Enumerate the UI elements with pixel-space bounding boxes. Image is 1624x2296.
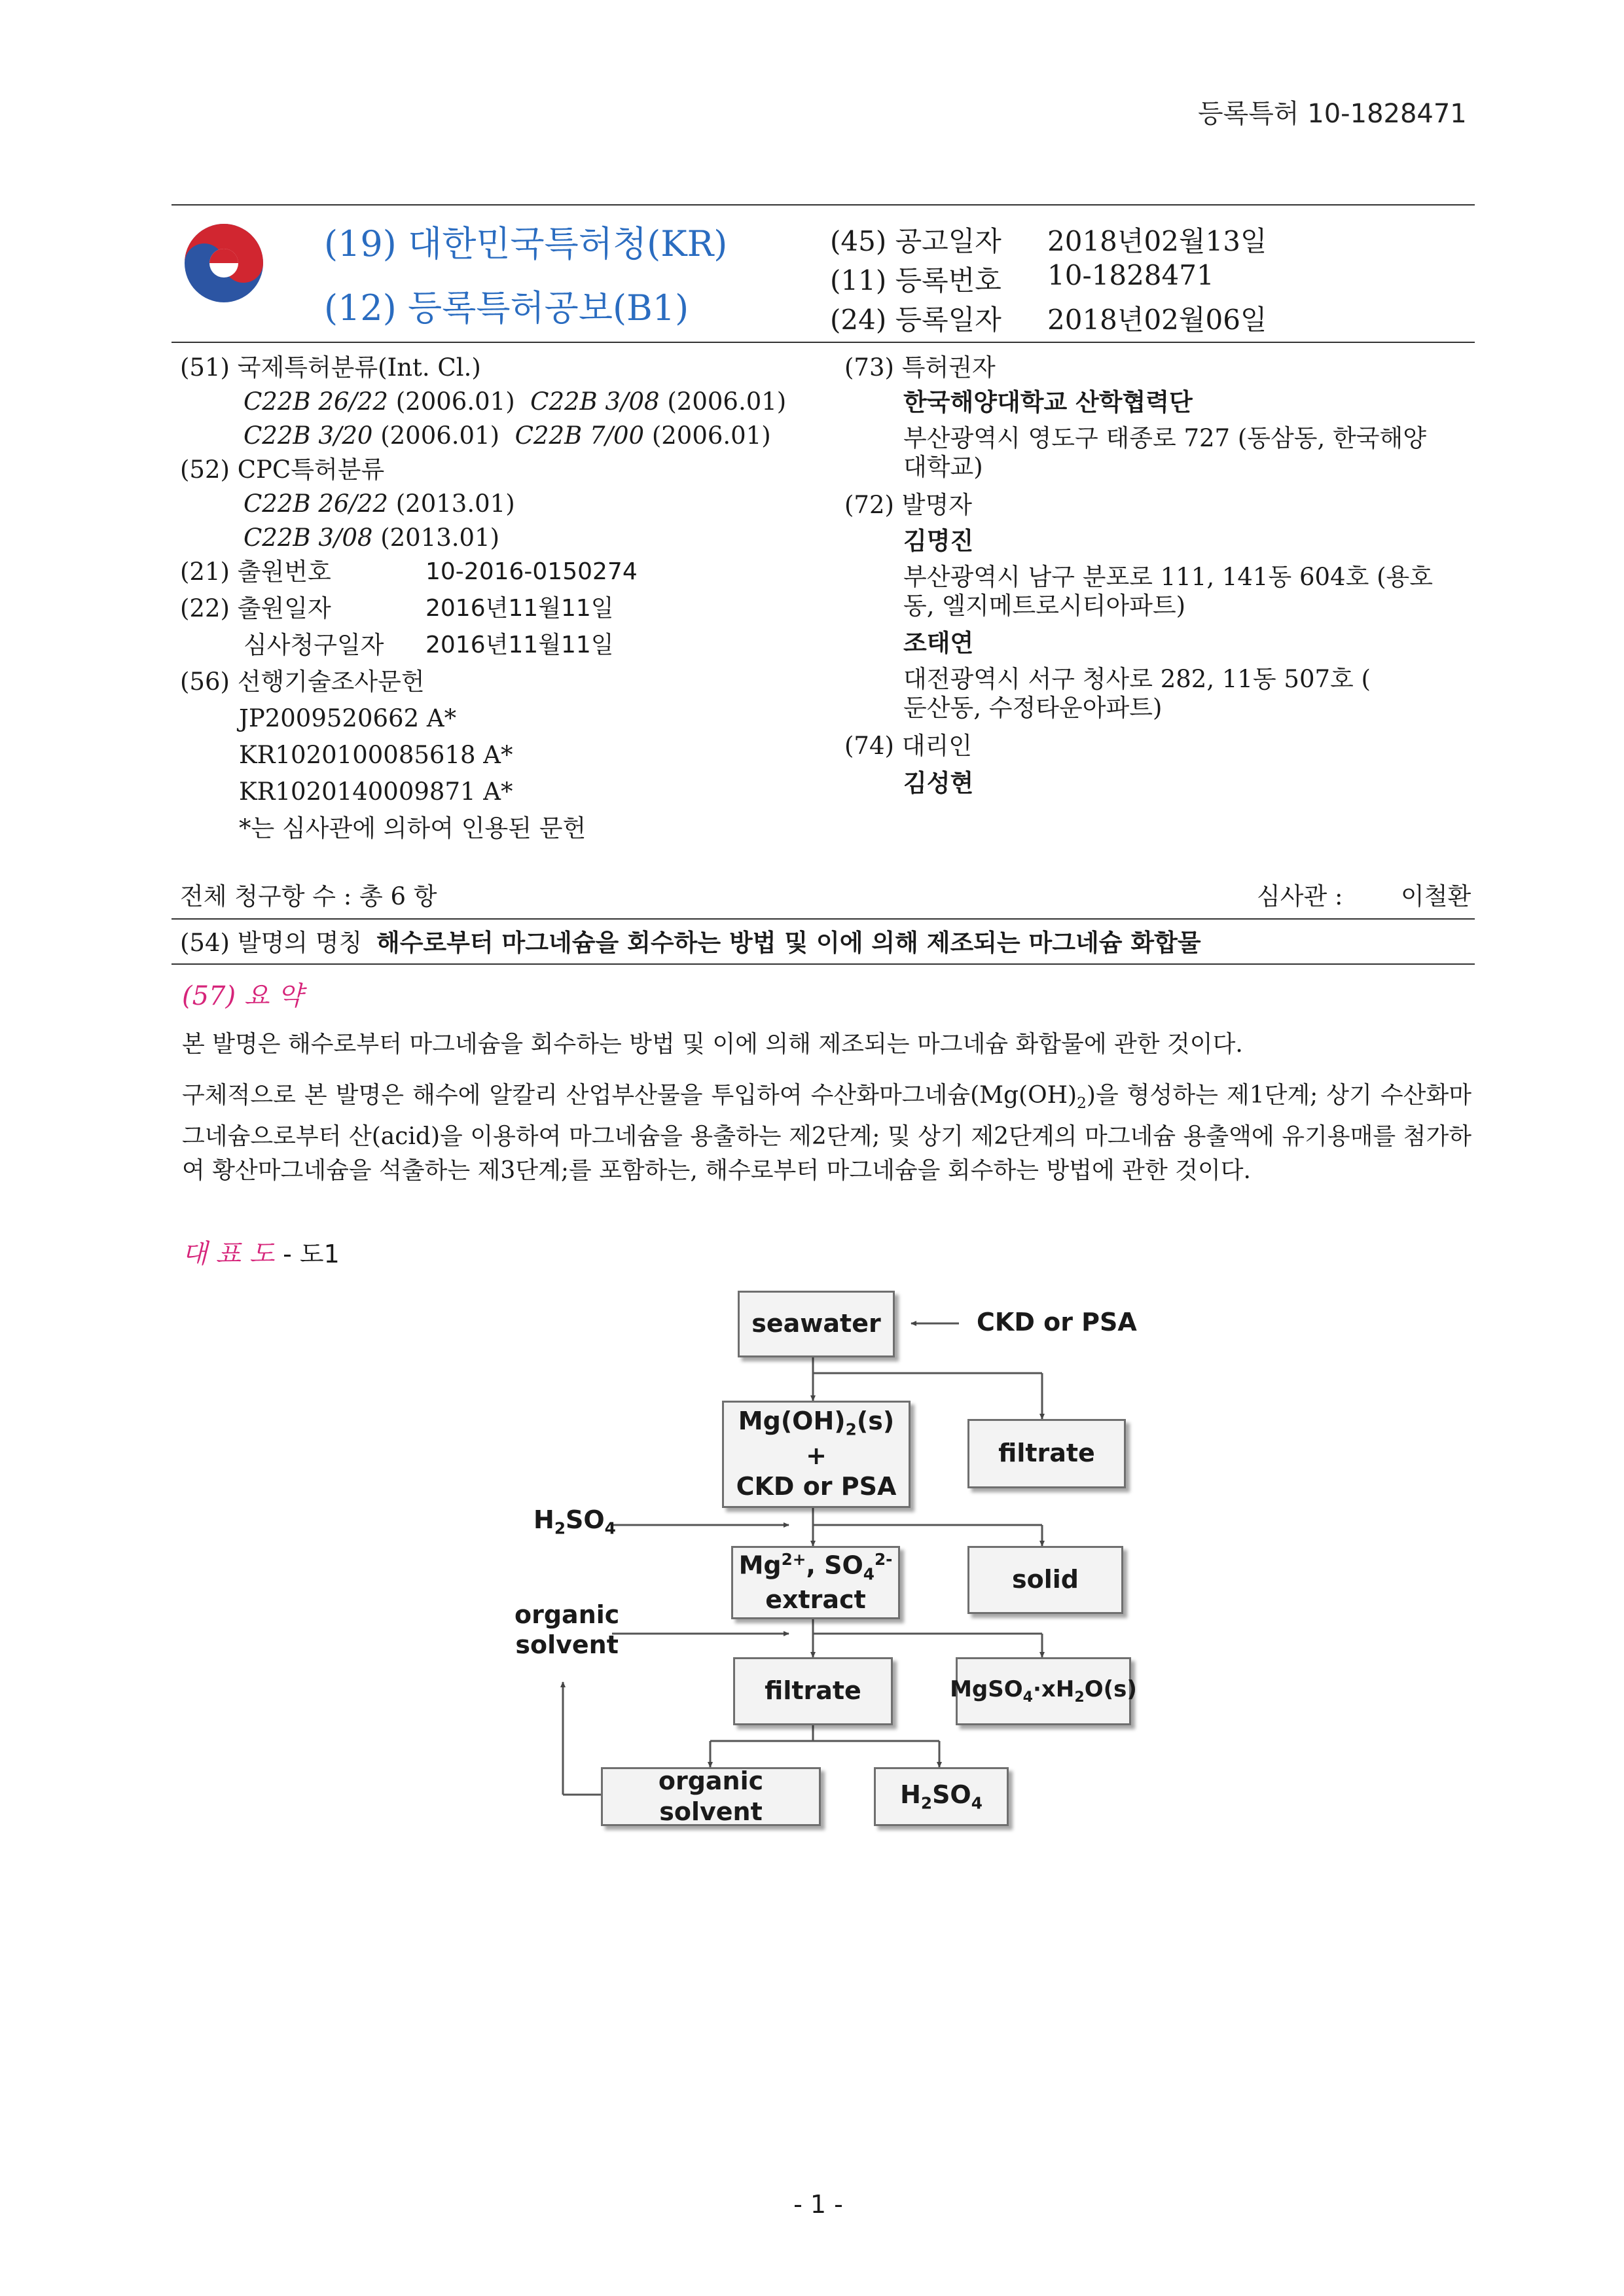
- formula-subscript: 2: [920, 1793, 933, 1813]
- application-number-value: 10-2016-0150274: [425, 558, 638, 585]
- flow-box-mgso4-hydrate: [950, 1657, 1137, 1725]
- date-value-publication: 2018년02월13일: [1047, 225, 1267, 257]
- title-text: 해수로부터 마그네슘을 회수하는 방법 및 이에 의해 제조되는 마그네슘 화합물: [376, 928, 1201, 957]
- formula-part: Mg: [738, 1551, 782, 1580]
- office-name: 대한민국특허청(KR): [408, 223, 728, 264]
- agent-heading: (74) 대리인: [844, 732, 972, 760]
- date-code: (45): [830, 225, 887, 257]
- mg-hydroxide-line: [738, 1406, 894, 1440]
- flow-label-organic-solvent: [514, 1600, 619, 1660]
- cpc-year: (2013.01): [395, 490, 515, 518]
- formula-part: SO: [566, 1505, 605, 1534]
- formula-part: Mg(OH): [738, 1407, 846, 1436]
- prior-art-heading: (56) 선행기술조사문헌: [180, 668, 425, 696]
- formula-part: ·xH: [1033, 1676, 1075, 1703]
- formula-part: SO: [932, 1780, 971, 1809]
- inventor-address-line1: 부산광역시 남구 분포로 111, 141동 604호 (용호: [903, 563, 1434, 591]
- h2so4-formula: [900, 1780, 983, 1814]
- flow-box-mg-hydroxide: [722, 1401, 911, 1508]
- publication-type: 등록특허공보(B1): [408, 287, 689, 329]
- formula-subscript: 4: [863, 1564, 875, 1583]
- inventor-address-line1: 대전광역시 서구 청사로 282, 11동 507호 (: [903, 665, 1371, 693]
- formula-part: O(s): [1084, 1676, 1137, 1703]
- flow-box-seawater: seawater: [738, 1291, 895, 1357]
- office-code-19: (19): [324, 223, 397, 264]
- flow-box-extract: [731, 1546, 900, 1619]
- plus-sign: +: [806, 1441, 827, 1470]
- inventor-address-line2: 둔산동, 수정타운아파트): [903, 694, 1163, 722]
- abstract-subscript: 2: [1077, 1094, 1087, 1113]
- header-number: 10-1828471: [1307, 99, 1467, 129]
- flow-box-solid: solid: [967, 1546, 1123, 1614]
- formula-part: (s): [856, 1407, 895, 1436]
- claims-count: 전체 청구항 수 : 총 6 항: [180, 882, 437, 910]
- flow-box-organic-solvent: organic solvent: [601, 1767, 821, 1826]
- formula-subscript: 4: [1022, 1689, 1034, 1706]
- abstract-text: 구체적으로 본 발명은 해수에 알칼리 산업부산물을 투입하여 수산화마그네슘(Mg(OH): [182, 1082, 1077, 1109]
- ipc-year: (2006.01): [667, 387, 787, 416]
- label-line: organic: [514, 1600, 620, 1629]
- flow-label-h2so4-input: [533, 1505, 616, 1538]
- ipc-heading: (51) 국제특허분류(Int. Cl.): [180, 353, 481, 382]
- examiner-label: 심사관 :: [1257, 882, 1343, 910]
- inventor-name: 김명진: [903, 526, 974, 555]
- examiner-name: 이철환: [1401, 882, 1471, 910]
- extract-ions: [739, 1550, 893, 1585]
- cpc-heading: (52) CPC특허분류: [180, 456, 385, 484]
- cpc-code: C22B 26/22: [244, 490, 388, 518]
- cpc-code: C22B 3/08: [244, 524, 373, 552]
- application-number-label: (21) 출원번호: [180, 558, 331, 586]
- page-number: - 1 -: [793, 2190, 843, 2219]
- ipc-code: C22B 3/08: [530, 387, 660, 416]
- ipc-code: C22B 3/20: [244, 422, 373, 450]
- ipc-code: C22B 7/00: [514, 422, 645, 450]
- prior-art-item: JP2009520662 A*: [239, 704, 457, 732]
- formula-subscript: 2: [845, 1420, 857, 1439]
- cpc-year: (2013.01): [380, 524, 500, 552]
- date-label: 등록일자: [895, 304, 1001, 336]
- formula-part: H: [533, 1505, 554, 1534]
- date-label: 등록번호: [895, 264, 1001, 296]
- abstract-text: )을 형성하는 제1단계; 상기 수산화마그네슘으로부터 산(acid)을 이용하여 마그네슘을 용출하는 제2단계; 및 상기 제2단계의 마그네슘 용출액에 유기용매를 첨가하여 황산마그네슘을 석출하는 제3단계;를 포함하는, 해수로부터 마그네슘을 회수하는 방법에 관한 것이다.: [182, 1082, 1472, 1185]
- ipc-year: (2006.01): [380, 422, 500, 450]
- patentee-name: 한국해양대학교 산학협력단: [903, 387, 1193, 416]
- exam-request-label: 심사청구일자: [244, 631, 384, 659]
- formula-subscript: 2: [1074, 1689, 1085, 1706]
- inventor-name: 조태연: [903, 628, 974, 657]
- extract-label: extract: [765, 1585, 866, 1614]
- registration-number-value: 10-1828471: [1047, 259, 1214, 291]
- application-date-value: 2016년11월11일: [425, 595, 614, 622]
- ckd-psa-in-box: CKD or PSA: [736, 1472, 897, 1501]
- inventors-heading: (72) 발명자: [844, 491, 972, 519]
- formula-subscript: 4: [604, 1518, 616, 1538]
- ipc-year: (2006.01): [651, 422, 771, 450]
- date-label: 공고일자: [895, 225, 1001, 257]
- date-code: (24): [830, 304, 887, 336]
- inventor-address-line2: 동, 엘지메트로시티아파트): [903, 592, 1186, 620]
- patentee-address-line2: 대학교): [903, 453, 983, 481]
- date-value-registration: 2018년02월06일: [1047, 304, 1267, 336]
- title-label: (54) 발명의 명칭: [180, 929, 363, 957]
- rep-label: 대 표 도: [182, 1239, 275, 1269]
- ipc-year: (2006.01): [395, 387, 515, 416]
- date-code: (11): [830, 264, 887, 296]
- flow-box-h2so4-output: [874, 1767, 1009, 1826]
- flow-label-ckd-psa: CKD or PSA: [977, 1308, 1137, 1336]
- ipc-code: C22B 26/22: [244, 387, 388, 416]
- formula-subscript: 4: [971, 1793, 983, 1813]
- prior-art-note: *는 심사관에 의하여 인용된 문헌: [239, 814, 586, 842]
- office-code-12: (12): [324, 287, 397, 329]
- prior-art-item: KR1020140009871 A*: [239, 778, 513, 806]
- prior-art-item: KR1020100085618 A*: [239, 741, 513, 769]
- formula-part: MgSO: [950, 1676, 1023, 1703]
- mgso4-formula: [950, 1676, 1137, 1706]
- header-label: 등록특허: [1198, 99, 1299, 129]
- formula-part: , SO: [806, 1551, 863, 1580]
- exam-request-value: 2016년11월11일: [425, 632, 614, 658]
- patentee-address-line1: 부산광역시 영도구 태종로 727 (동삼동, 한국해양: [903, 424, 1426, 452]
- application-date-label: (22) 출원일자: [180, 594, 331, 622]
- rep-value: - 도1: [283, 1240, 340, 1268]
- abstract-paragraph-1: 본 발명은 해수로부터 마그네슘을 회수하는 방법 및 이에 의해 제조되는 마그네슘 화합물에 관한 것이다.: [182, 1031, 1243, 1058]
- formula-superscript: 2-: [874, 1549, 893, 1569]
- formula-subscript: 2: [554, 1518, 566, 1538]
- label-line: solvent: [515, 1630, 619, 1659]
- abstract-heading: (57) 요 약: [182, 981, 303, 1011]
- flow-box-filtrate-1: filtrate: [967, 1419, 1126, 1488]
- patentee-heading: (73) 특허권자: [844, 353, 996, 382]
- formula-part: H: [900, 1780, 921, 1809]
- flow-box-filtrate-2: filtrate: [733, 1657, 893, 1725]
- formula-superscript: 2+: [781, 1549, 806, 1569]
- agent-name: 김성현: [903, 768, 974, 797]
